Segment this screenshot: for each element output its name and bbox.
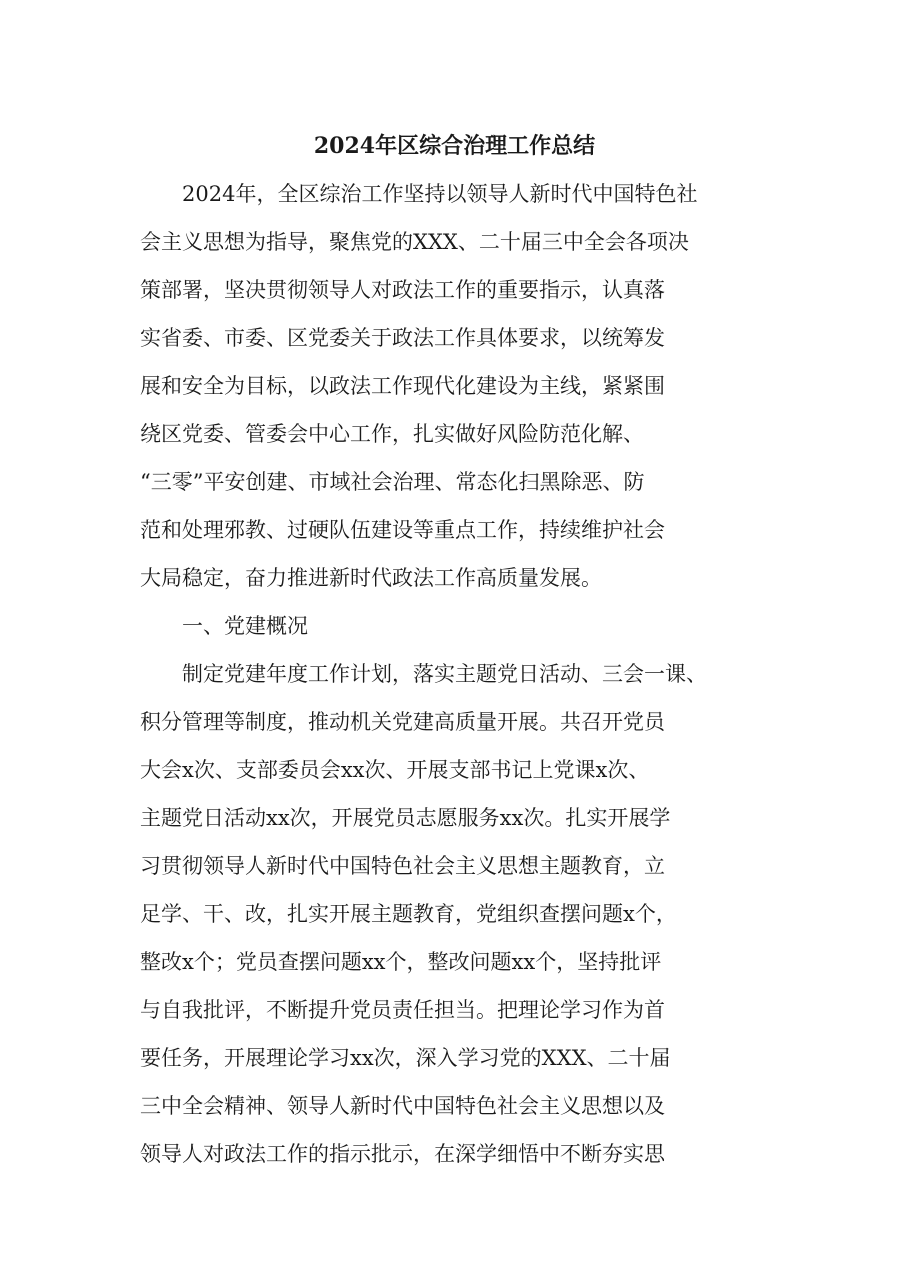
document-body <box>140 170 790 1178</box>
body-line: 2024年，全区综治工作坚持以领导人新时代中国特色社 <box>182 182 698 206</box>
body-line: 积分管理等制度，推动机关党建高质量开展。共召开党员 <box>140 710 665 734</box>
body-line: 会主义思想为指导，聚焦党的XXX、二十届三中全会各项决 <box>140 230 689 254</box>
body-line: 三中全会精神、领导人新时代中国特色社会主义思想以及 <box>140 1094 665 1118</box>
body-line: 习贯彻领导人新时代中国特色社会主义思想主题教育，立 <box>140 854 665 878</box>
body-line: “三零”平安创建、市域社会治理、常态化扫黑除恶、防 <box>140 470 645 494</box>
body-line: 主题党日活动xx次，开展党员志愿服务xx次。扎实开展学 <box>140 806 671 830</box>
body-line: 与自我批评，不断提升党员责任担当。把理论学习作为首 <box>140 998 665 1022</box>
body-line: 领导人对政法工作的指示批示，在深学细悟中不断夯实思 <box>140 1142 665 1166</box>
body-line: 一、党建概况 <box>182 614 308 638</box>
document-title: 2024年区综合治理工作总结 <box>313 133 596 159</box>
body-line: 大局稳定，奋力推进新时代政法工作高质量发展。 <box>140 566 602 590</box>
body-line: 制定党建年度工作计划，落实主题党日活动、三会一课、 <box>182 662 707 686</box>
body-line: 足学、干、改，扎实开展主题教育，党组织查摆问题x个， <box>140 902 677 926</box>
body-line: 实省委、市委、区党委关于政法工作具体要求，以统筹发 <box>140 326 665 350</box>
body-line: 范和处理邪教、过硬队伍建设等重点工作，持续维护社会 <box>140 518 665 542</box>
body-line: 整改x个；党员查摆问题xx个，整改问题xx个，坚持批评 <box>140 950 662 974</box>
body-line: 要任务，开展理论学习xx次，深入学习党的XXX、二十届 <box>140 1046 671 1070</box>
body-line: 大会x次、支部委员会xx次、开展支部书记上党课x次、 <box>140 758 650 782</box>
body-line: 展和安全为目标，以政法工作现代化建设为主线，紧紧围 <box>140 374 665 398</box>
body-line: 绕区党委、管委会中心工作，扎实做好风险防范化解、 <box>140 422 644 446</box>
body-line: 策部署，坚决贯彻领导人对政法工作的重要指示，认真落 <box>140 278 665 302</box>
